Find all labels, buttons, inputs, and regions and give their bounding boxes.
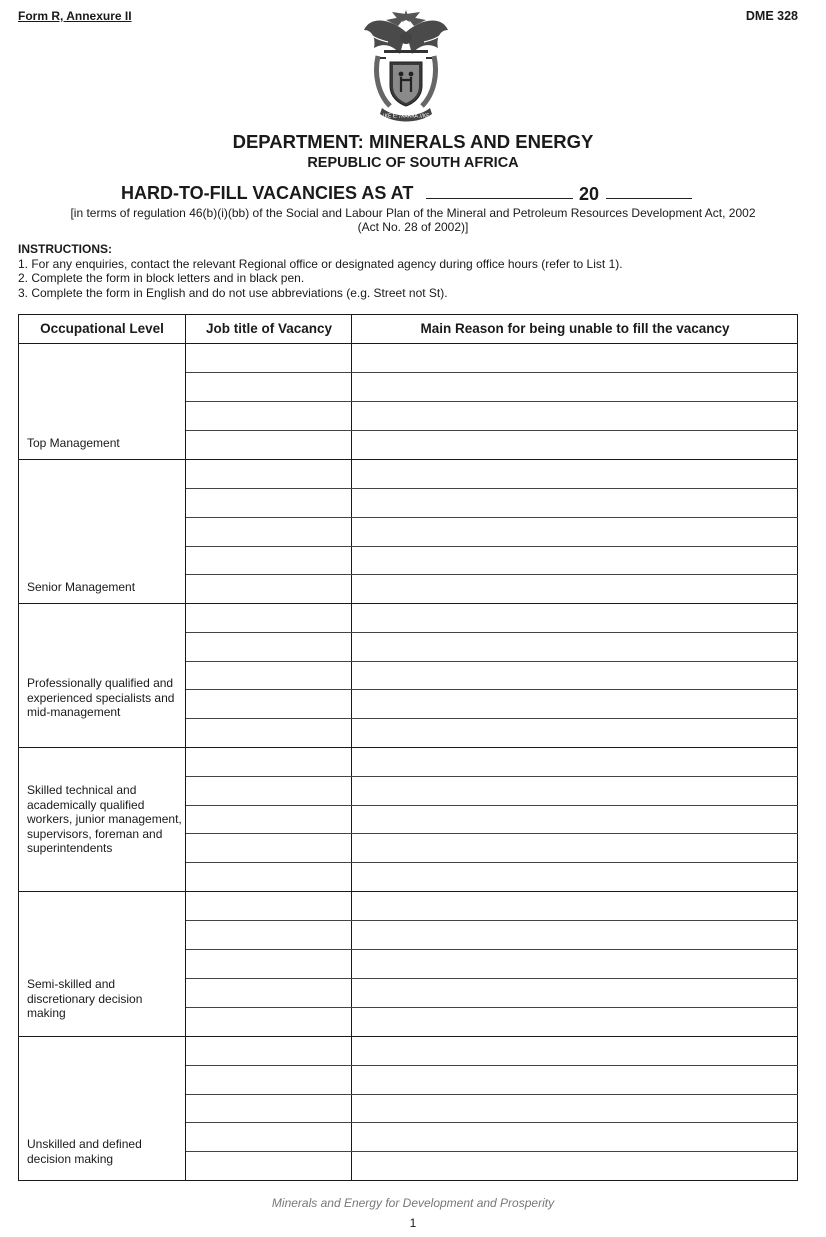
- row-divider: [186, 1065, 798, 1066]
- row-divider: [186, 661, 798, 662]
- row-divider: [186, 401, 798, 402]
- level-senior-management: Senior Management: [27, 580, 136, 594]
- column-header-job-title: Job title of Vacancy: [205, 321, 333, 336]
- level-semi-skilled: Semi-skilled and discretionary decision making: [27, 977, 143, 1021]
- row-divider: [186, 546, 798, 547]
- row-divider: [186, 862, 798, 863]
- group-divider: [18, 747, 798, 748]
- row-divider: [186, 718, 798, 719]
- row-divider: [186, 517, 798, 518]
- regulation-line-1: [in terms of regulation 46(b)(i)(bb) of the Social and Labour Plan of the Mineral and Petroleum Resources Development Act, 2002: [70, 206, 756, 220]
- column-header-main-reason: Main Reason for being unable to fill the vacancy: [420, 321, 730, 336]
- level-skilled-technical: Skilled technical and academically qualified workers, junior management, supervisors, foreman and superintendents: [27, 783, 182, 856]
- page-number: 1: [409, 1216, 417, 1230]
- row-divider: [186, 1151, 798, 1152]
- row-divider: [186, 488, 798, 489]
- row-divider: [186, 833, 798, 834]
- group-divider: [18, 891, 798, 892]
- row-divider: [186, 574, 798, 575]
- department-title: DEPARTMENT: MINERALS AND ENERGY: [232, 131, 594, 152]
- group-divider: [18, 459, 798, 460]
- year-prefix: 20: [579, 184, 600, 204]
- instructions-title: INSTRUCTIONS:: [18, 242, 112, 256]
- row-divider: [186, 949, 798, 950]
- row-divider: [186, 1094, 798, 1095]
- row-divider: [186, 430, 798, 431]
- level-unskilled: Unskilled and defined decision making: [27, 1137, 142, 1166]
- instruction-item: 2. Complete the form in block letters and in black pen.: [18, 271, 305, 285]
- row-divider: [186, 978, 798, 979]
- form-reference: Form R, Annexure II: [18, 9, 132, 23]
- date-blank[interactable]: [426, 198, 573, 199]
- instruction-item: 1. For any enquiries, contact the relevant Regional office or designated agency during office hours (refer to List 1).: [18, 257, 623, 271]
- row-divider: [186, 632, 798, 633]
- year-blank[interactable]: [606, 198, 692, 199]
- crest-motto: !KE E: /XARRA //KE: [382, 113, 430, 120]
- row-divider: [186, 776, 798, 777]
- form-code: DME 328: [745, 9, 798, 23]
- level-top-management: Top Management: [27, 436, 120, 450]
- row-divider: [186, 1007, 798, 1008]
- footer-slogan: Minerals and Energy for Development and Prosperity: [271, 1196, 555, 1210]
- form-heading: HARD-TO-FILL VACANCIES AS AT: [121, 183, 414, 203]
- instruction-item: 3. Complete the form in English and do not use abbreviations (e.g. Street not St).: [18, 286, 448, 300]
- column-header-occupational-level: Occupational Level: [40, 321, 164, 336]
- level-professionally-qualified: Professionally qualified and experienced specialists and mid-management: [27, 676, 175, 720]
- republic-subtitle: REPUBLIC OF SOUTH AFRICA: [307, 155, 519, 171]
- group-divider: [18, 603, 798, 604]
- group-divider: [18, 1036, 798, 1037]
- coat-of-arms-icon: [360, 8, 452, 128]
- row-divider: [186, 689, 798, 690]
- row-divider: [186, 1122, 798, 1123]
- row-divider: [186, 805, 798, 806]
- header-divider: [18, 343, 798, 344]
- regulation-line-2: (Act No. 28 of 2002)]: [357, 220, 469, 234]
- row-divider: [186, 372, 798, 373]
- row-divider: [186, 920, 798, 921]
